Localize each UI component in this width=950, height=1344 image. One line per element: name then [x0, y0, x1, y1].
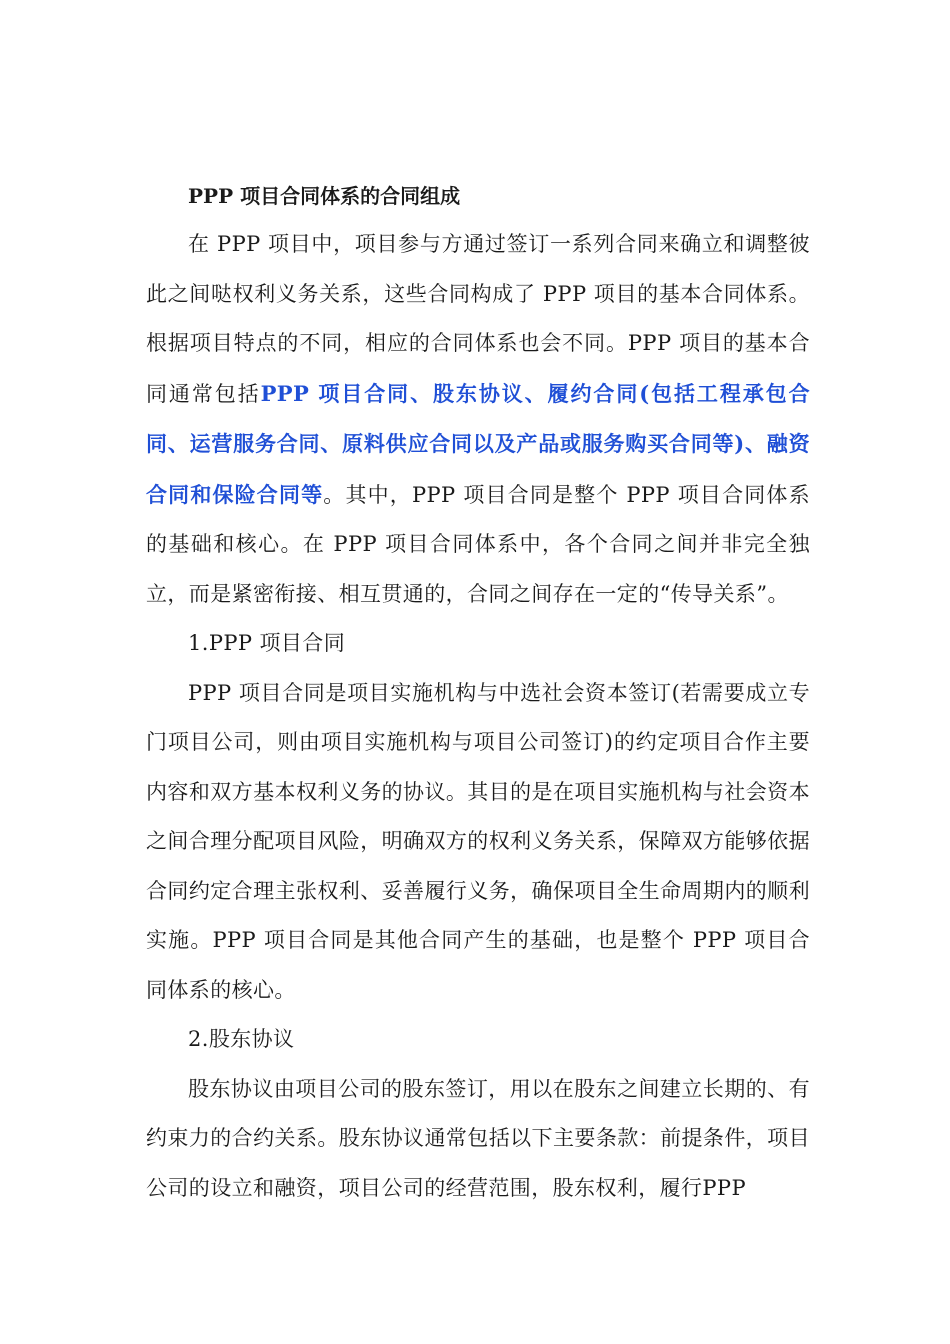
- intro-paragraph: [146, 220, 810, 619]
- section-1-heading: 1.PPP 项目合同: [188, 631, 346, 655]
- section-2-body: 股东协议由项目公司的股东签订，用以在股东之间建立长期的、有约束力的合约关系。股东协议通常包括以下主要条款：前提条件，项目公司的设立和融资，项目公司的经营范围，股东权利，履行PPP: [146, 1076, 810, 1200]
- section-1-body: PPP 项目合同是项目实施机构与中选社会资本签订(若需要成立专门项目公司，则由项目实施机构与项目公司签订)的约定项目合作主要内容和双方基本权利义务的协议。其目的是在项目实施机构与社会资本之间合理分配项目风险，明确双方的权利义务关系，保障双方能够依据合同约定合理主张权利、妥善履行义务，确保项目全生命周期内的顺利实施。PPP 项目合同是其他合同产生的基础，也是整个 PPP 项目合同体系的核心。: [146, 680, 810, 1002]
- section-2-heading: 2.股东协议: [188, 1027, 295, 1051]
- document-page: [146, 176, 810, 1213]
- document-title: PPP 项目合同体系的合同组成: [188, 184, 461, 208]
- intro-text-start: 在 PPP 项目中，项目参与方通过签订一系列合同来确立和调整彼此之间哒权利义务关系，这些合同构成了 PPP 项目的基本合同体系。根据项目特点的不同，相应的合同体系也会不同。PPP 项目的基本合同通常包括: [146, 232, 810, 406]
- intro-text-end: 。其中，PPP 项目合同是整个 PPP 项目合同体系的基础和核心。在 PPP 项目合同体系中，各个合同之间并非完全独立，而是紧密衔接、相互贯通的，合同之间存在一定的“传导关系”。: [146, 482, 810, 606]
- intro-highlight: PPP 项目合同、股东协议、履约合同(包括工程承包合同、运营服务合同、原料供应合同以及产品或服务购买合同等)、融资合同和保险合同等: [146, 380, 810, 507]
